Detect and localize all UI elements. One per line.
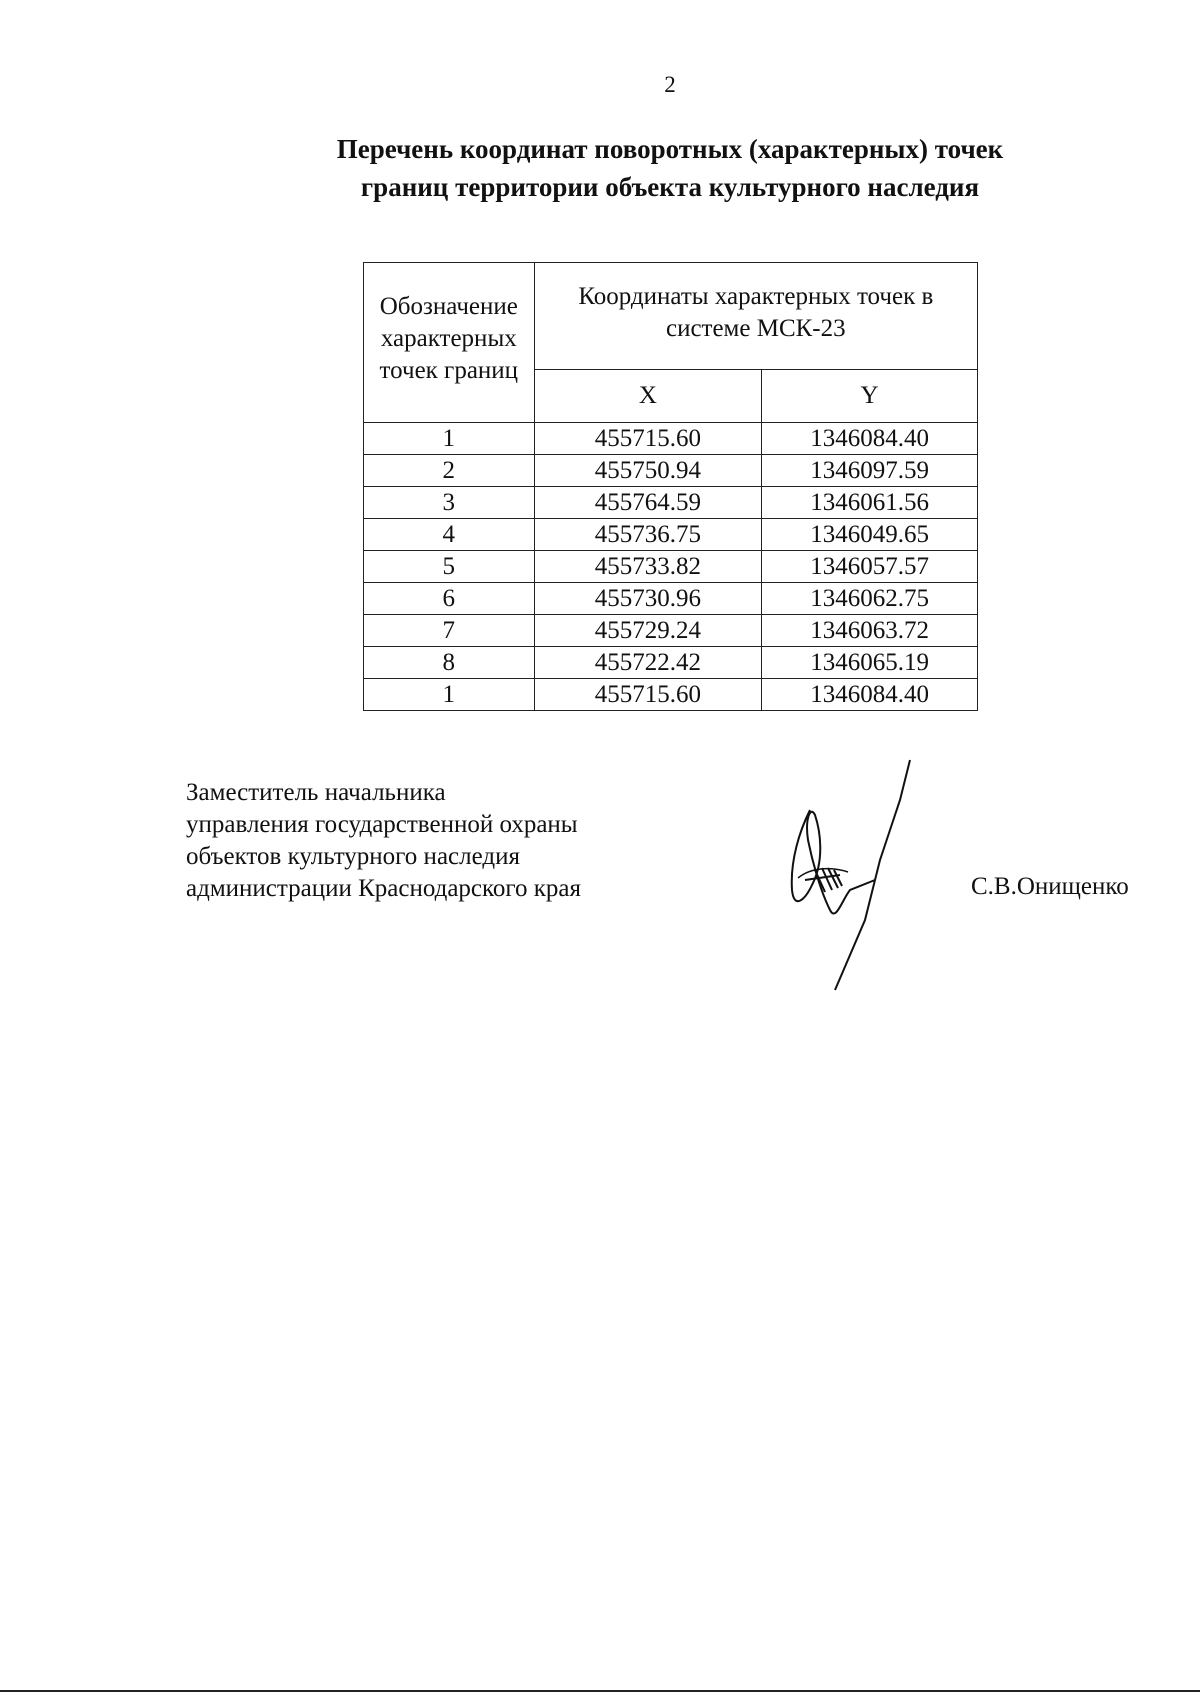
header-left-line-3: точек границ [379, 357, 519, 384]
cell-y: 1346057.57 [762, 551, 978, 583]
cell-x: 455729.24 [534, 615, 762, 647]
cell-y: 1346062.75 [762, 583, 978, 615]
position-line-2: управления государственной охраны [186, 811, 578, 838]
header-left-line-1: Обозначение [379, 293, 518, 320]
cell-point: 2 [364, 455, 535, 487]
title-line-2: границ территории объекта культурного наследия [360, 172, 980, 202]
header-y: Y [762, 370, 978, 423]
cell-point: 4 [364, 519, 535, 551]
coordinates-table [363, 262, 978, 711]
table-row [364, 615, 978, 647]
position-line-4: администрации Краснодарского края [186, 875, 582, 902]
signatory-position [186, 777, 581, 905]
header-coordinates [534, 263, 977, 370]
page-bottom-rule [0, 1690, 1200, 1692]
table-body [364, 423, 978, 711]
header-x: X [534, 370, 762, 423]
table-row [364, 423, 978, 455]
position-line-3: объектов культурного наследия [186, 843, 520, 870]
cell-point: 1 [364, 423, 535, 455]
signer-name: С.В.Онищенко [971, 873, 1129, 900]
table-row [364, 583, 978, 615]
cell-x: 455733.82 [534, 551, 762, 583]
cell-x: 455715.60 [534, 679, 762, 711]
cell-point: 5 [364, 551, 535, 583]
cell-x: 455736.75 [534, 519, 762, 551]
cell-point: 6 [364, 583, 535, 615]
table-row [364, 551, 978, 583]
document-title [300, 130, 1040, 206]
cell-point: 7 [364, 615, 535, 647]
table-row [364, 487, 978, 519]
table-row [364, 679, 978, 711]
title-line-1: Перечень координат поворотных (характерных) точек [336, 134, 1004, 164]
cell-x: 455764.59 [534, 487, 762, 519]
header-top-line-2: системе МСК-23 [665, 315, 846, 342]
header-point-designation [364, 263, 535, 423]
cell-y: 1346061.56 [762, 487, 978, 519]
table-row [364, 647, 978, 679]
cell-y: 1346049.65 [762, 519, 978, 551]
cell-y: 1346084.40 [762, 679, 978, 711]
cell-point: 8 [364, 647, 535, 679]
position-line-1: Заместитель начальника [186, 779, 446, 806]
cell-x: 455715.60 [534, 423, 762, 455]
cell-y: 1346065.19 [762, 647, 978, 679]
cell-point: 3 [364, 487, 535, 519]
table-row [364, 455, 978, 487]
cell-point: 1 [364, 679, 535, 711]
header-left-line-2: характерных [380, 325, 517, 352]
cell-x: 455722.42 [534, 647, 762, 679]
header-top-line-1: Координаты характерных точек в [578, 283, 934, 310]
page-number: 2 [664, 72, 676, 97]
cell-y: 1346084.40 [762, 423, 978, 455]
table-row [364, 519, 978, 551]
cell-y: 1346063.72 [762, 615, 978, 647]
handwritten-signature [770, 750, 920, 1000]
cell-x: 455730.96 [534, 583, 762, 615]
cell-y: 1346097.59 [762, 455, 978, 487]
cell-x: 455750.94 [534, 455, 762, 487]
